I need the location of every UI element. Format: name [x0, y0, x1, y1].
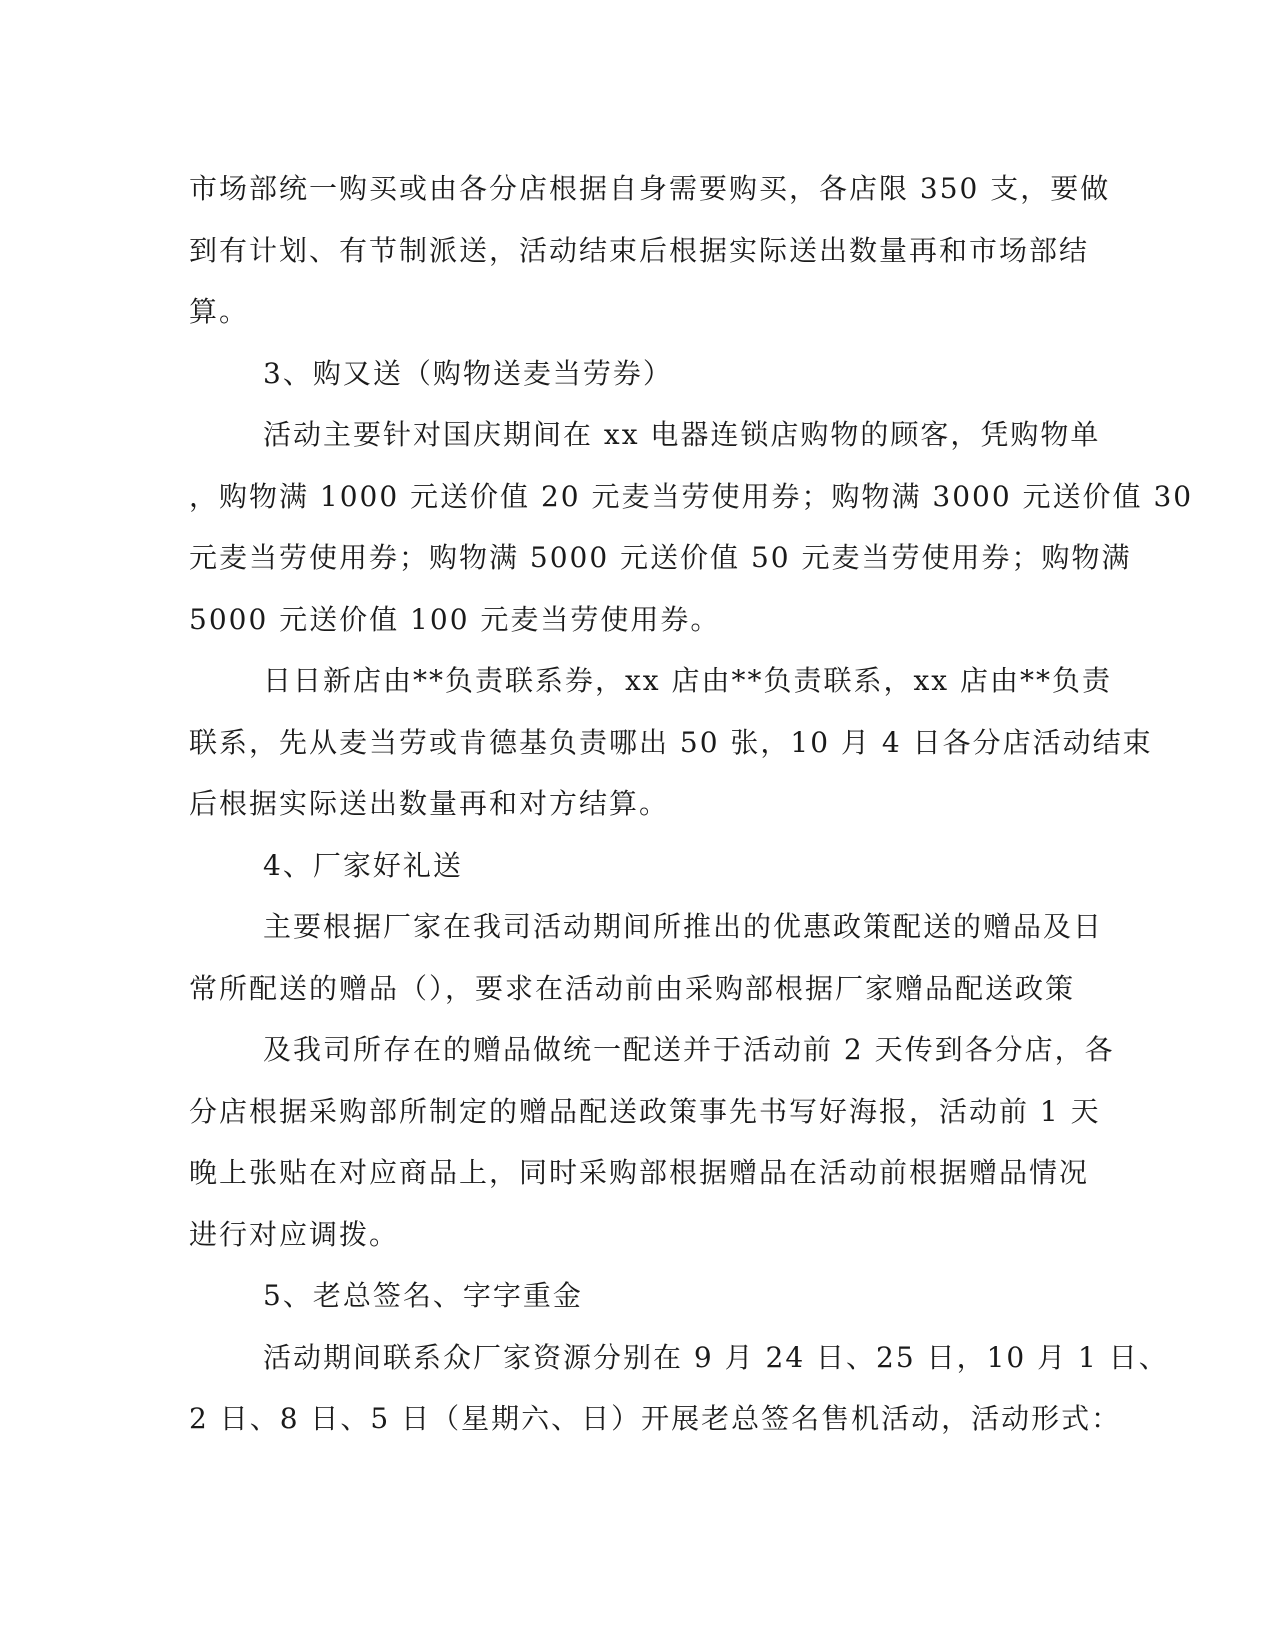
text-line: 分店根据采购部所制定的赠品配送政策事先书写好海报，活动前 1 天 [189, 1094, 1101, 1128]
text-line: 活动主要针对国庆期间在 xx 电器连锁店购物的顾客，凭购物单 [263, 418, 1101, 451]
text-line: 后根据实际送出数量再和对方结算。 [189, 787, 670, 820]
text-line: 联系，先从麦当劳或肯德基负责哪出 50 张，10 月 4 日各分店活动结束 [189, 725, 1153, 759]
text-line: 算。 [189, 295, 250, 328]
text-line: 日日新店由**负责联系券，xx 店由**负责联系，xx 店由**负责 [263, 664, 1112, 697]
text-line: 到有计划、有节制派送，活动结束后根据实际送出数量再和市场部结 [189, 233, 1090, 267]
text-line: ，购物满 1000 元送价值 20 元麦当劳使用券；购物满 3000 元送价值 30 [189, 479, 1194, 513]
text-line: 进行对应调拨。 [189, 1217, 400, 1251]
text-line: 2 日、8 日、5 日（星期六、日）开展老总签名售机活动，活动形式： [189, 1402, 1122, 1435]
text-line: 及我司所存在的赠品做统一配送并于活动前 2 天传到各分店，各 [263, 1033, 1115, 1066]
text-line: 常所配送的赠品（），要求在活动前由采购部根据厂家赠品配送政策 [189, 971, 1076, 1005]
section-heading-5: 5、老总签名、字字重金 [263, 1279, 583, 1312]
text-line: 市场部统一购买或由各分店根据自身需要购买，各店限 350 支，要做 [189, 172, 1111, 205]
text-line: 活动期间联系众厂家资源分别在 9 月 24 日、25 日，10 月 1 日、 [263, 1340, 1169, 1374]
text-line: 元麦当劳使用券；购物满 5000 元送价值 50 元麦当劳使用券；购物满 [189, 541, 1132, 574]
text-line: 5000 元送价值 100 元麦当劳使用券。 [189, 602, 721, 636]
section-heading-3: 3、购又送（购物送麦当劳券） [263, 356, 673, 390]
document-body [189, 158, 1194, 1450]
text-line: 晚上张贴在对应商品上，同时采购部根据赠品在活动前根据赠品情况 [189, 1156, 1090, 1189]
text-line: 主要根据厂家在我司活动期间所推出的优惠政策配送的赠品及日 [263, 910, 1104, 943]
section-heading-4: 4、厂家好礼送 [263, 848, 463, 882]
